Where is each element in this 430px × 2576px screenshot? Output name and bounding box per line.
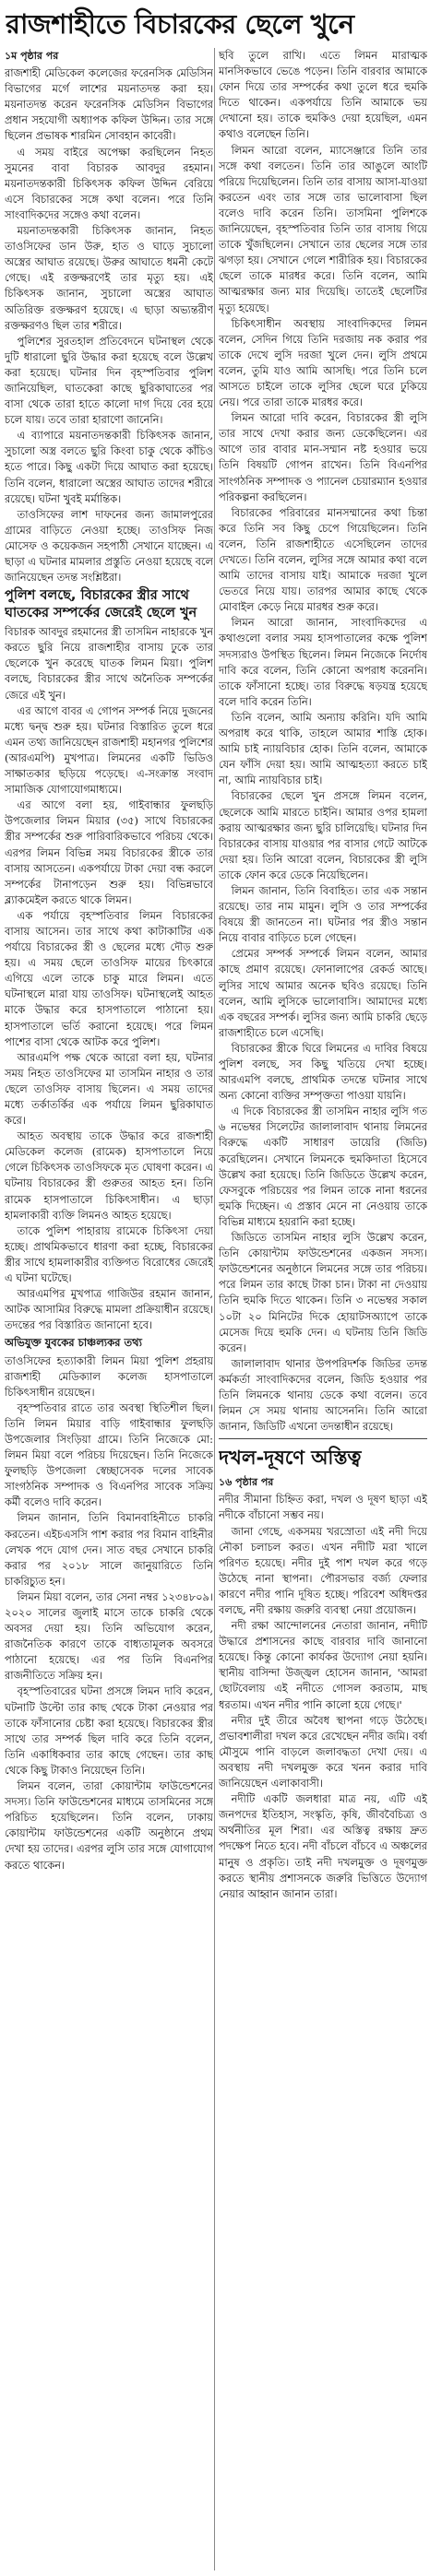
paragraph: এর আগে বাবর এ গোপন সম্পর্ক নিয়ে দুজনের মধ্যে দ্বন্দ্ব শুরু হয়। ঘটনার বিস্তারিত তুলে ধরে এমন তথ্য জানিয়েছেন রাজশাহী মহানগর পুলিশের (আরএমপি) মুখপাত্র। লিমনের একটি ভিডিও সাক্ষাতকার ছড়িয়ে পড়েছে। এ-সংক্রান্ত সংবাদ সামাজিক যোগাযোগমাধ্যমে। [5, 703, 213, 797]
story2-headline: দখল-দূষণে অস্তিত্ব [219, 1447, 362, 1470]
paragraph: লিমন আরো বলেন, ম্যাসেঞ্জারে তিনি তার সঙ্গে কথা বলতেন। তিনি তার আঙুলে আংটি পরিয়ে দিয়েছিলেন। তিনি তার বাসায় আসা-যাওয়া করতেন এবং তার সঙ্গে তার ভালোবাসা ছিল বলেও দাবি করেন তিনি। তাসমিনা পুলিশকে জানিয়েছেন, বৃহস্পতিবার তিনি তার বাসায় গিয়ে তাকে খুঁজছিলেন। সেখানে তার ছেলের সঙ্গে তার ঝগড়া হয়। সেখানে গেলে শারীরিক হয়। বিচারকের ছেলে তাকে মারধর করে। তিনি বলেন, আমি আত্মরক্ষার জন্য মার দিয়েছি। তাতেই ছেলেটির মৃত্যু হয়েছে। [219, 143, 427, 314]
paragraph: তাওসিফের হত্যাকারী লিমন মিয়া পুলিশ প্রহরায় রাজশাহী মেডিক্যাল কলেজ হাসপাতালে চিকিৎসাধীন রয়েছেন। [5, 1353, 213, 1399]
paragraph: তাকে পুলিশ পাহারায় রামেকে চিকিৎসা দেয়া হচ্ছে। প্রাথমিকভাবে ধারণা করা হচ্ছে, বিচারকের স্ত্রীর সাথে হামলাকারীর ব্যক্তিগত বিরোধের জেরেই এ ঘটনা ঘটেছে। [5, 1223, 213, 1285]
paragraph: জালালাবাদ থানার উপপরিদর্শক জিডির তদন্ত কর্মকর্তা সাংবাদিকদের বলেন, জিডি হওয়ার পর তিনি লিমনকে থানায় ডেকে কথা বলেন। তবে লিমন সে সময় থানায় আসেননি। তিনি আরো জানান, জিডিটি এখনো তদন্তাধীন রয়েছে। [219, 1356, 427, 1434]
paragraph: রাজশাহী মেডিকেল কলেজের ফরেনসিক মেডিসিন বিভাগের মর্গে লাশের ময়নাতদন্ত করা হয়। ময়নাতদন্ত করেন ফরেনসিক মেডিসিন বিভাগের প্রধান সহযোগী অধ্যাপক কফিল উদ্দিন। তার সঙ্গে ছিলেন প্রভাষক শারমিন সোবহান কাবেরী। [5, 66, 213, 143]
left-column [5, 48, 213, 2570]
paragraph: এ ব্যাপারে ময়নাতদন্তকারী চিকিৎসক জানান, সুচালো অস্ত্র বলতে ছুরি কিংবা চাকু থেকে কাঁচিও হতে পারে। কিছু একটা দিয়ে আঘাত করা হয়েছে। তিনি বলেন, ধারালো অস্ত্রের আঘাত তাদের শরীরে রয়েছে। ঘটনা খুবই মর্মান্তিক। [5, 429, 213, 505]
paragraph: বিচারকের পরিবারের মানসম্মানের কথা চিন্তা করে তিনি সব কিছু চেপে গিয়েছিলেন। তিনি বলেন, তিনি রাজশাহীতে এসেছিলেন তাদের দেখতে। তিনি বলেন, লুসির সঙ্গে আমার কথা বলে আমি তাদের বাসায় যাই। আমাকে দরজা খুলে ভেতরে নিয়ে যায়। তারপর আমার কাছে থেকে মোবাইল কেড়ে নিয়ে মারধর শুরু করে। [219, 505, 427, 614]
paragraph: লিমন জানান, তিনি বিবাহিত। তার এক সন্তান রয়েছে। তার নাম মামুন। লুসি ও তার সম্পর্কের বিষয়ে স্ত্রী জানতেন না। ঘটনার পর স্ত্রীও সন্তান নিয়ে বাবার বাড়িতে চলে গেছেন। [219, 883, 427, 945]
paragraph: চিকিৎসাধীন অবস্থায় সাংবাদিকদের লিমন বলেন, সেদিন গিয়ে তিনি দরজায় নক করার পর তাকে দেখে লুসি দরজা খুলে দেন। লুসি প্রথমে বলেন, তুমি যাও আমি আসছি। পরে তিনি চলে আসতে চাইলে তাকে লুসির ছেলে ঘরে ঢুকিয়ে নেয়। পরে তারা তাকে মারধর করে। [219, 316, 427, 409]
paragraph: জানা গেছে, একসময় খরস্রোতা এই নদী দিয়ে নৌকা চলাচল করত। এখন নদীটি মরা খালে পরিণত হয়েছে। নদীর দুই পাশ দখল করে গড়ে উঠেছে নানা স্থাপনা। পৌরসভার বর্জ্য ফেলার কারণে নদীর পানি দূষিত হচ্ছে। পরিবেশ অধিদপ্তর বলছে, নদী রক্ষায় জরুরি ব্যবস্থা নেয়া প্রয়োজন। [219, 1524, 427, 1616]
paragraph: এর আগে বলা হয়, গাইবান্ধার ফুলছড়ি উপজেলার লিমন মিয়ার (৩৫) সাথে বিচারকের স্ত্রীর সম্পর্কের শুরু পারিবারিকভাবে পরিচয় থেকে। এরপর লিমন বিভিন্ন সময় বিচারকের স্ত্রীকে তার বাসায় আসতেন। একপর্যায়ে টাকা দেয়া বন্ধ করলে সম্পর্কের টানাপড়েন শুরু হয়। বিভিন্নভাবে ব্ল্যাকমেইল করতে থাকে লিমন। [5, 798, 213, 906]
paragraph: এক পর্যায়ে বৃহস্পতিবার লিমন বিচারকের বাসায় আসেন। তার সাথে কথা কাটাকাটির এক পর্যায়ে বিচারকের স্ত্রী ও ছেলের মধ্যে দৌড় শুরু হয়। এ সময় ছেলে তাওসিফ মায়ের চিৎকারে এগিয়ে এলে তাকে চাকু মারে লিমন। এতে ঘটনাস্থলে মারা যায় তাওসিফ। ঘটনাস্থলেই আহত মাকে উদ্ধার করে হাসপাতালে পাঠানো হয়। হাসপাতালে ভর্তি করানো হয়েছে। পরে লিমন পাশের বাসা থেকে আটক করে পুলিশ। [5, 908, 213, 1048]
paragraph: লিমন আরো জানান, সাংবাদিকদের এ কথাগুলো বলার সময় হাসপাতালের কক্ষে পুলিশ সদস্যরাও উপস্থিত ছিলেন। লিমন নিজেকে নির্দোষ দাবি করে বলেন, তিনি কোনো অপরাধ করেননি। তাকে ফাঁসানো হচ্ছে। তার বিরুদ্ধে ষড়যন্ত্র হয়েছে বলে দাবি করেন তিনি। [219, 616, 427, 708]
paragraph: নদী রক্ষা আন্দোলনের নেতারা জানান, নদীটি উদ্ধারে প্রশাসনের কাছে বারবার দাবি জানানো হয়েছে। কিন্তু কোনো কার্যকর উদ্যোগ নেয়া হয়নি। স্থানীয় বাসিন্দা উজ্জ্বল হোসেন জানান, 'আমরা ছোটবেলায় এই নদীতে গোসল করতাম, মাছ ধরতাম। এখন নদীর পানি কালো হয়ে গেছে।' [219, 1619, 427, 1711]
paragraph: নদীর সীমানা চিহ্নিত করা, দখল ও দূষণ ছাড়া এই নদীকে বাঁচানো সম্ভব নয়। [219, 1493, 427, 1522]
subheading: পুলিশ বলছে, বিচারকের স্ত্রীর সাথে ঘাতকের সম্পর্কের জেরেই ছেলে খুন [5, 588, 197, 621]
paragraph: লিমন আরো দাবি করেন, বিচারকের স্ত্রী লুসি তার সাথে দেখা করার জন্য ডেকেছিলেন। এর আগে তার বাবার মান-সম্মান নষ্ট হওয়ার ভয়ে তিনি বিষয়টি গোপন রাখেন। তিনি বিএনপির সাংগঠনিক সম্পাদক ও প্যানেল চেয়ারম্যান হওয়ার পরিকল্পনা করছিলেন। [219, 411, 427, 503]
paragraph: এ দিকে বিচারকের স্ত্রী তাসমিন নাহার লুসি গত ৬ নভেম্বর সিলেটের জালালাবাদ থানায় লিমনের বিরুদ্ধে একটি সাধারণ ডায়েরি (জিডি) করেছিলেন। সেখানে লিমনকে হুমকিদাতা হিসেবে উল্লেখ করা হয়েছে। তিনি জিডিতে উল্লেখ করেন, ফেসবুকে পরিচয়ের পর লিমন তাকে নানা ধরনের হুমকি দিচ্ছেন। এ প্রস্তাব মেনে না নেওয়ায় তাকে বিভিন্ন মাধ্যমে হয়রানি করা হচ্ছে। [219, 1105, 427, 1228]
paragraph: নদীর দুই তীরে অবৈধ স্থাপনা গড়ে উঠেছে। প্রভাবশালীরা দখল করে রেখেছেন নদীর জমি। বর্ষা মৌসুমে পানি বাড়লে জলাবদ্ধতা দেখা দেয়। এ অবস্থায় নদী দখলমুক্ত করে খনন করার দাবি জানিয়েছেন এলাকাবাসী। [219, 1713, 427, 1790]
paragraph: বৃহস্পতিবারের ঘটনা প্রসঙ্গে লিমন দাবি করেন, ঘটনাটি উল্টো তার কাছ থেকে টাকা নেওয়ার পর তাকে ফাঁসানোর চেষ্টা করা হয়েছে। বিচারকের স্ত্রীর সাথে তার সম্পর্ক ছিল দাবি করে তিনি বলেন, তিনি একাধিকবার তার কাছে গেছেন। তার কাছ থেকে কিছু টাকাও নিয়েছেন তিনি। [5, 1684, 213, 1777]
paragraph: আরএমপি পক্ষ থেকে আরো বলা হয়, ঘটনার সময় নিহত তাওসিফের মা তাসমিন নাহার ও তার ছেলে তাওসিফ বাসায় ছিলেন। এ সময় তাদের মধ্যে তর্কাতর্কির এক পর্যায়ে লিমন ছুরিকাঘাত করে। [5, 1050, 213, 1128]
paragraph: প্রেমের সম্পর্ক সম্পর্কে লিমন বলেন, আমার কাছে প্রমাণ রয়েছে। ফোনালাপের রেকর্ড আছে। লুসির সাথে আমার অনেক ছবিও রয়েছে। তিনি বলেন, আমি লুসিকে ভালোবাসি। আমাদের মধ্যে এক বছরের সম্পর্ক। লুসির জন্য আমি চাকরি ছেড়ে রাজশাহীতে চলে এসেছি। [219, 947, 427, 1039]
paragraph: পুলিশের সুরতহাল প্রতিবেদনে ঘটনাস্থল থেকে দুটি ধারালো ছুরি উদ্ধার করা হয়েছে বলে উল্লেখ করা হয়েছে। ঘটনার দিন বৃহস্পতিবার পুলিশ জানিয়েছিল, ঘাতকেরা কাছে ছুরিকাঘাতের পর বাসা থেকে তারা হাতে কালো দাগ দিয়ে বের হয়ে চলে যায়। তবে তারা হারাণো জানেনি। [5, 334, 213, 427]
right-column [219, 48, 427, 2570]
subheading: অভিযুক্ত যুবকের চাঞ্চল্যকর তথ্য [5, 1336, 142, 1350]
paragraph: বৃহস্পতিবার রাতে তার অবস্থা স্থিতিশীল ছিল। তিনি লিমন মিয়ার বাড়ি গাইবান্ধার ফুলছড়ি উপজেলার সিংড়িয়া গ্রামে। তিনি নিজেকে মো: লিমন মিয়া বলে পরিচয় দিয়েছেন। তিনি নিজেকে ফুলছড়ি উপজেলা স্বেচ্ছাসেবক দলের সাবেক সাংগঠনিক সম্পাদক ও বিএনপির সাবেক সক্রিয় কর্মী বলেও দাবি করেন। [5, 1400, 213, 1509]
column-divider [214, 48, 215, 2570]
paragraph: বিচারকের ছেলে খুন প্রসঙ্গে লিমন বলেন, ছেলেকে আমি মারতে চাইনি। আমার ওপর হামলা করায় আত্মরক্ষার জন্য ছুরি চালিয়েছি। ঘটনার দিন বিচারকের বাসায় যাওয়ার পর বাসার গেটে আটকে দেয়া হয়। তিনি আরো বলেন, বিচারকের স্ত্রী লুসি তাকে ফোন করে ডেকে নিয়েছিলেন। [219, 789, 427, 881]
headline: রাজশাহীতে বিচারকের ছেলে খুনে [6, 8, 354, 40]
paragraph: লিমন মিয়া বলেন, তার সেনা নম্বর ১২৩৪৮০৯। ২০২০ সালের জুলাই মাসে তাকে চাকরি থেকে অবসর দেয়া হয়। তিনি অভিযোগ করেন, রাজনৈতিক কারণে তাকে বাধ্যতামূলক অবসরে পাঠানো হয়েছে। এর পর তিনি বিএনপির রাজনীতিতে সক্রিয় হন। [5, 1589, 213, 1683]
paragraph: বিচারক আবদুর রহমানের স্ত্রী তাসমিন নাহারকে খুন করতে ছুরি নিয়ে রাজশাহীর বাসায় ঢুকে তার ছেলেকে খুন করেছে ঘাতক লিমন মিয়া। পুলিশ বলছে, বিচারকের স্ত্রীর সাথে অনৈতিক সম্পর্কের জেরে এই খুন। [5, 625, 213, 702]
paragraph: লিমন বলেন, তারা কোয়ান্টাম ফাউন্ডেশনের সদস্য। তিনি ফাউন্ডেশনের মাধ্যমে তাসমিনের সঙ্গে পরিচিত হয়েছিলেন। তিনি বলেন, ঢাকায় কোয়ান্টাম ফাউন্ডেশনের একটি অনুষ্ঠানে প্রথম দেখা হয় তাদের। এরপর লুসি তার সঙ্গে যোগাযোগ করতে থাকেন। [5, 1779, 213, 1872]
paragraph: তিনি বলেন, আমি অন্যায় করিনি। যদি আমি অপরাধ করে থাকি, তাহলে আমার শাস্তি হোক। আমি চাই ন্যায়বিচার হোক। তিনি বলেন, আমাকে যেন ফাঁসি দেয়া হয়। আমি আত্মহত্যা করতে চাই না, আমি ন্যায়বিচার চাই। [219, 710, 427, 787]
paragraph: জিডিতে তাসমিন নাহার লুসি উল্লেখ করেন, তিনি কোয়ান্টাম ফাউন্ডেশনের একজন সদস্য। ফাউন্ডেশনের অনুষ্ঠানে লিমনের সঙ্গে তার পরিচয়। পরে লিমন তার কাছে টাকা চান। টাকা না দেওয়ায় তিনি হুমকি দিতে থাকেন। তিনি ৩ নভেম্বর সকাল ১০টা ২০ মিনিটের দিকে হোয়াটসঅ্যাপে তাকে মেসেজ দিয়ে হুমকি দেন। এ ঘটনায় তিনি জিডি করেন। [219, 1231, 427, 1354]
paragraph: এ সময় বাইরে অপেক্ষা করছিলেন নিহত সুমনের বাবা বিচারক আবদুর রহমান। ময়নাতদন্তকারী চিকিৎসক কফিল উদ্দিন বেরিয়ে এসে বিচারকের সঙ্গে কথা বলেন। পরে তিনি সাংবাদিকদের সঙ্গেও কথা বলেন। [5, 145, 213, 221]
paragraph: আরএমপির মুখপাত্র গাজিউর রহমান জানান, আটক আসামির বিরুদ্ধে মামলা প্রক্রিয়াধীন রয়েছে। তদন্তের পর বিস্তারিত জানানো হবে। [5, 1287, 213, 1332]
paragraph: বিচারকের স্ত্রীকে ঘিরে লিমনের এ দাবির বিষয়ে পুলিশ বলছে, সব কিছু খতিয়ে দেখা হচ্ছে। আরএমপি বলছে, প্রাথমিক তদন্তে ঘটনার সাথে অন্য কোনো ব্যক্তির সম্পৃক্ততা পাওয়া যায়নি। [219, 1041, 427, 1103]
paragraph: আহত অবস্থায় তাকে উদ্ধার করে রাজশাহী মেডিকেল কলেজ (রামেক) হাসপাতালে নিয়ে গেলে চিকিৎসক তাওসিফকে মৃত ঘোষণা করেন। এ ঘটনায় বিচারকের স্ত্রী গুরুতর আহত হন। তিনি রামেক হাসপাতালে চিকিৎসাধীন। এ ছাড়া হামলাকারী ব্যক্তি লিমনও আহত হয়েছে। [5, 1129, 213, 1222]
paragraph: ছবি তুলে রাখি। এতে লিমন মারাত্মক মানসিকভাবে ভেঙে পড়েন। তিনি বারবার আমাকে ফোন দিয়ে তার সম্পর্কের কথা তুলে ধরে হুমকি দিতে থাকেন। একপর্যায়ে তিনি আমাকে ভয় দেখানো হয়। তাকে হুমকিও দেয়া হয়েছিল, এমন কথাও বলেছেন তিনি। [219, 49, 427, 141]
continued-from: ১ম পৃষ্ঠার পর [5, 50, 59, 62]
paragraph: ময়নাতদন্তকারী চিকিৎসক জানান, নিহত তাওসিফের ডান উরু, হাত ও ঘাড়ে সুচালো অস্ত্রের আঘাত রয়েছে। উরুর আঘাতে ধমনী কেটে গেছে। এই রক্তক্ষরণেই তার মৃত্যু হয়। এই চিকিৎসক জানান, সুচালো অস্ত্রের আঘাত অতিরিক্ত রক্তক্ষরণ হয়েছে। এ ছাড়া অভ্যন্তরীণ রক্তক্ষরণও ছিল তার শরীরে। [5, 224, 213, 332]
paragraph: তাওসিফের লাশ দাফনের জন্য জামালপুরের গ্রামের বাড়িতে নেওয়া হচ্ছে। তাওসিফ নিজ মোসেফ ও কয়েকজন সহপাঠী সেখানে যাচ্ছেন। এ ছাড়া এ ঘটনার মামলার প্রস্তুতি নেওয়া হয়েছে বলে জানিয়েছেন তদন্ত সংশ্লিষ্টরা। [5, 507, 213, 585]
story2-continued-from: ১৬ পৃষ্ঠার পর [219, 1476, 274, 1489]
paragraph: লিমন জানান, তিনি বিমানবাহিনীতে চাকরি করতেন। এইচএসসি পাশ করার পর বিমান বাহিনীর লেখক পদে যোগ দেন। সাত বছর সেখানে চাকরি করার পর ২০১৮ সালে জানুয়ারিতে তিনি চাকরিচ্যুত হন। [5, 1511, 213, 1588]
story-divider [219, 1438, 427, 1439]
paragraph: নদীটি একটি জলধারা মাত্র নয়, এটি এই জনপদের ইতিহাস, সংস্কৃতি, কৃষি, জীববৈচিত্র্য ও অর্থনীতির মূল শিরা। এর অস্তিত্ব রক্ষায় দ্রুত পদক্ষেপ নিতে হবে। নদী বাঁচলে বাঁচবে এ অঞ্চলের মানুষ ও প্রকৃতি। তাই নদী দখলমুক্ত ও দূষণমুক্ত করতে স্থানীয় প্রশাসনকে জরুরি ভিত্তিতে উদ্যোগ নেয়ার আহ্বান জানান তারা। [219, 1792, 427, 1900]
